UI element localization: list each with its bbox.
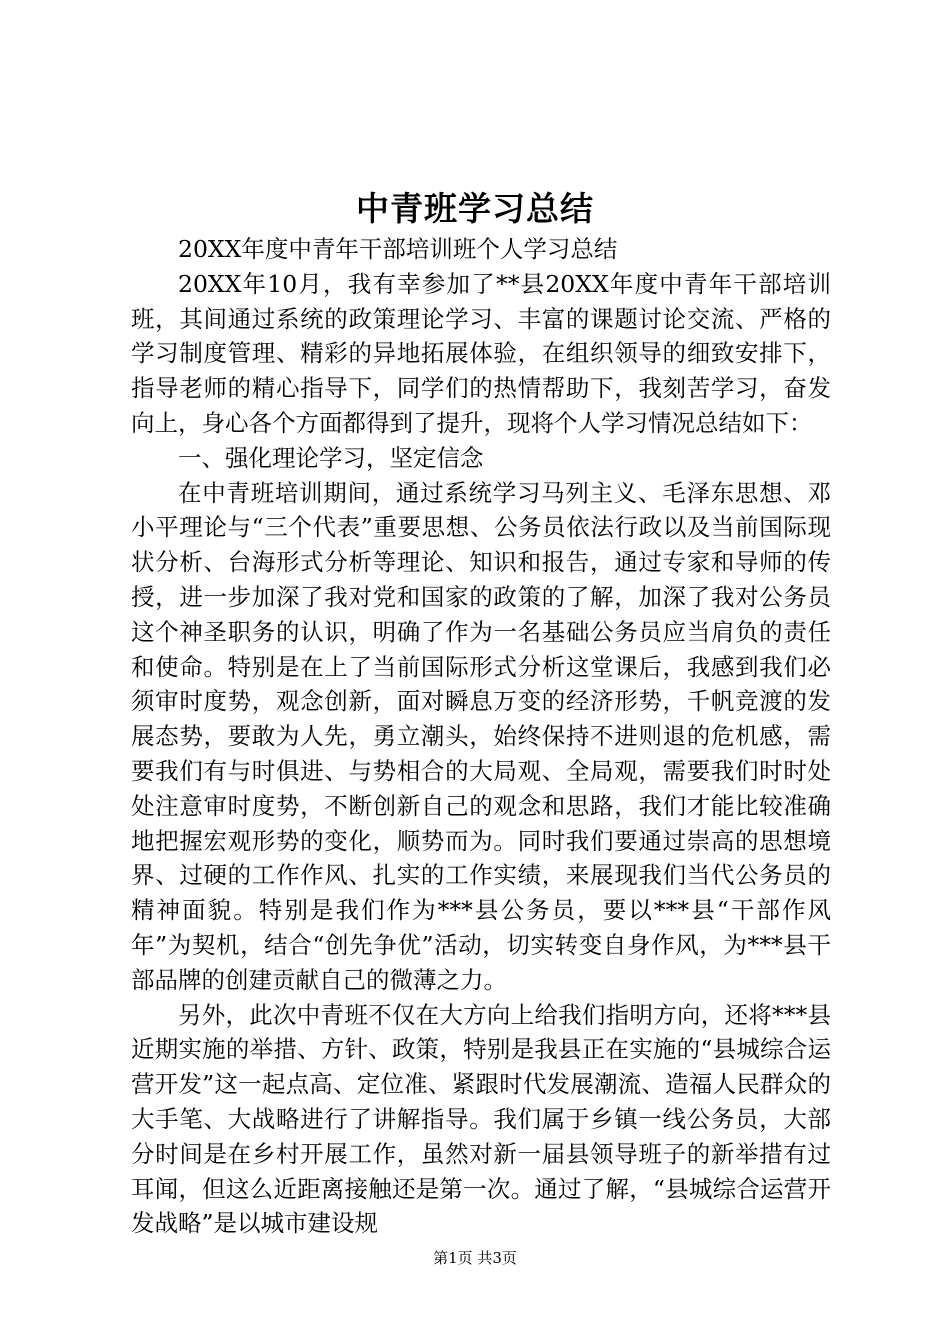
paragraph-subtitle: 20XX年度中青年干部培训班个人学习总结 <box>178 235 618 263</box>
document-title: 中青班学习总结 <box>356 189 594 228</box>
section-heading-1: 一、强化理论学习，坚定信念 <box>178 443 484 472</box>
paragraph-section-1: 在中青班培训期间，通过系统学习马列主义、毛泽东思想、邓小平理论与“三个代表”重要思想、公务员依法行政以及当前国际现状分析、台海形式分析等理论、知识和报告，通过专家和导师的传授，进一步加深了我对党和国家的政策的了解，加深了我对公务员这个神圣职务的认识，明确了作为一名基础公务员应当肩负的责任和使命。特别是在上了当前国际形式分析这堂课后，我感到我们必须审时度势，观念创新，面对瞬息万变的经济形势，千帆竞渡的发展态势，要敢为人先，勇立潮头，始终保持不进则退的危机感，需要我们有与时俱进、与势相合的大局观、全局观，需要我们时时处处注意审时度势，不断创新自己的观念和思路，我们才能比较准确地把握宏观形势的变化，顺势而为。同时我们要通过崇高的思想境界、过硬的工作作风、扎实的工作实绩，来展现我们当代公务员的精神面貌。特别是我们作为***县公务员，要以***县“干部作风年”为契机，结合“创先争优”活动，切实转变自身作风，为***县干部品牌的创建贡献自己的微薄之力。 <box>131 478 831 994</box>
page-footer: 第1页 共3页 <box>433 1249 517 1267</box>
paragraph-additional: 另外，此次中青班不仅在大方向上给我们指明方向，还将***县近期实施的举措、方针、政策，特别是我县正在实施的“县城综合运营开发”这一起点高、定位准、紧跟时代发展潮流、造福人民群众的大手笔、大战略进行了讲解指导。我们属于乡镇一线公务员，大部分时间是在乡村开展工作，虽然对新一届县领导班子的新举措有过耳闻，但这么近距离接触还是第一次。通过了解，“县城综合运营开发战略”是以城市建设规 <box>131 1000 831 1238</box>
paragraph-intro: 20XX年10月，我有幸参加了**县20XX年度中青年干部培训班，其间通过系统的政策理论学习、丰富的课题讨论交流、严格的学习制度管理、精彩的异地拓展体验，在组织领导的细致安排下，指导老师的精心指导下，同学们的热情帮助下，我刻苦学习，奋发向上，身心各个方面都得到了提升，现将个人学习情况总结如下： <box>131 269 831 437</box>
document-body <box>131 232 831 1241</box>
